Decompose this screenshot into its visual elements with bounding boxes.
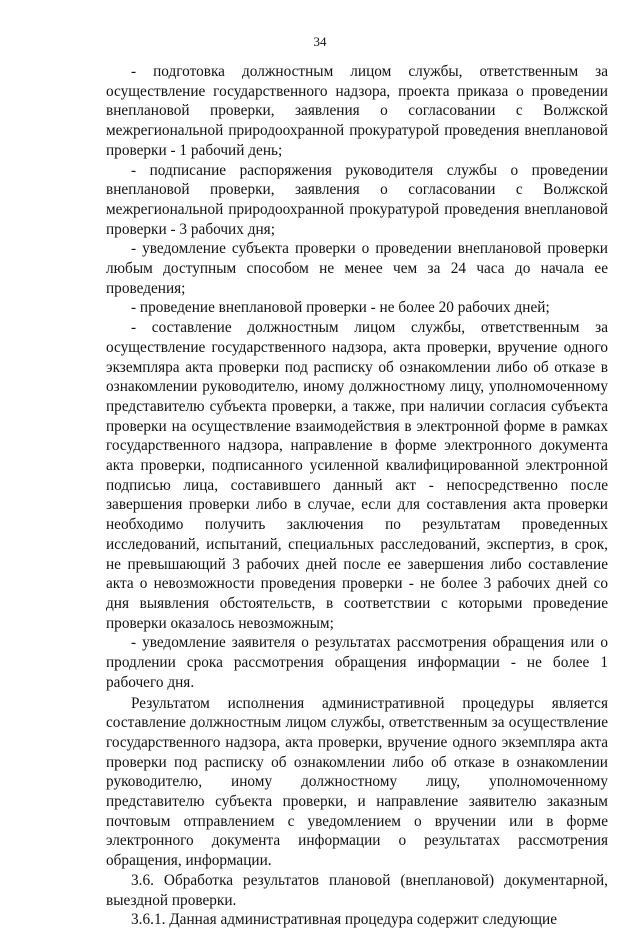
list-item-inspection-duration: - проведение внеплановой проверки - не более 20 рабочих дней;: [131, 299, 550, 317]
list-item-notify-subject: - уведомление субъекта проверки о проведении внеплановой проверки любым доступным способом не менее чем за 24 часа до начала ее проведения;: [106, 240, 608, 297]
page-number: 34: [313, 34, 327, 49]
page-body: [106, 62, 608, 930]
list-item-prepare-order: - подготовка должностным лицом службы, ответственным за осуществление государственного надзора, проекта приказа о проведении внеплановой проверки, заявления о согласовании с Волжской межрегиональной природоохранной прокуратурой проведения внеплановой проверки - 1 рабочий день;: [106, 63, 608, 159]
procedure-result-paragraph: Результатом исполнения административной процедуры является составление должностным лицом службы, ответственным за осуществление государственного надзора, акта проверки, вручение одного экземпляра акта проверки под расписку об ознакомлении либо об отказе в ознакомлении руководителю, иному должностному лицу, уполномоченному представителю субъекта проверки, и направление заявителю заказным почтовым отправлением с уведомлением о вручении или в форме электронного документа информации о результатах рассмотрения обращения, информации.: [106, 694, 608, 870]
section-heading-3-6: 3.6. Обработка результатов плановой (внеплановой) документарной, выездной проверки.: [106, 871, 608, 909]
list-item-notify-applicant: - уведомление заявителя о результатах рассмотрения обращения или о продлении срока рассмотрения обращения информации - не более 1 рабочего дня.: [106, 634, 608, 691]
section-paragraph-3-6-1: 3.6.1. Данная административная процедура содержит следующие: [131, 911, 557, 929]
list-item-inspection-act: - составление должностным лицом службы, ответственным за осуществление государственного надзора, акта проверки, вручение одного экземпляра акта проверки под расписку об ознакомлении либо об отказе в ознакомлении руководителю, иному должностному лицу, уполномоченному представителю субъекта проверки, а также, при наличии согласия субъекта проверки на осуществление взаимодействия в электронной форме в рамках государственного надзора, направление в форме электронного документа акта проверки, подписанного усиленной квалифицированной электронной подписью лица, составившего данный акт - непосредственно после завершения проверки либо в случае, если для составления акта проверки необходимо получить заключения по результатам проведенных исследований, испытаний, специальных расследований, экспертиз, в срок, не превышающий 3 рабочих дней после ее завершения либо составление акта о невозможности проведения проверки - не более 3 рабочих дней со дня выявления обстоятельств, в соответствии с которыми проведение проверки оказалось невозможным;: [106, 319, 608, 632]
list-item-sign-order: - подписание распоряжения руководителя службы о проведении внеплановой проверки, заявления о согласовании с Волжской межрегиональной природоохранной прокуратурой проведения внеплановой проверки - 3 рабочих дня;: [106, 161, 608, 238]
